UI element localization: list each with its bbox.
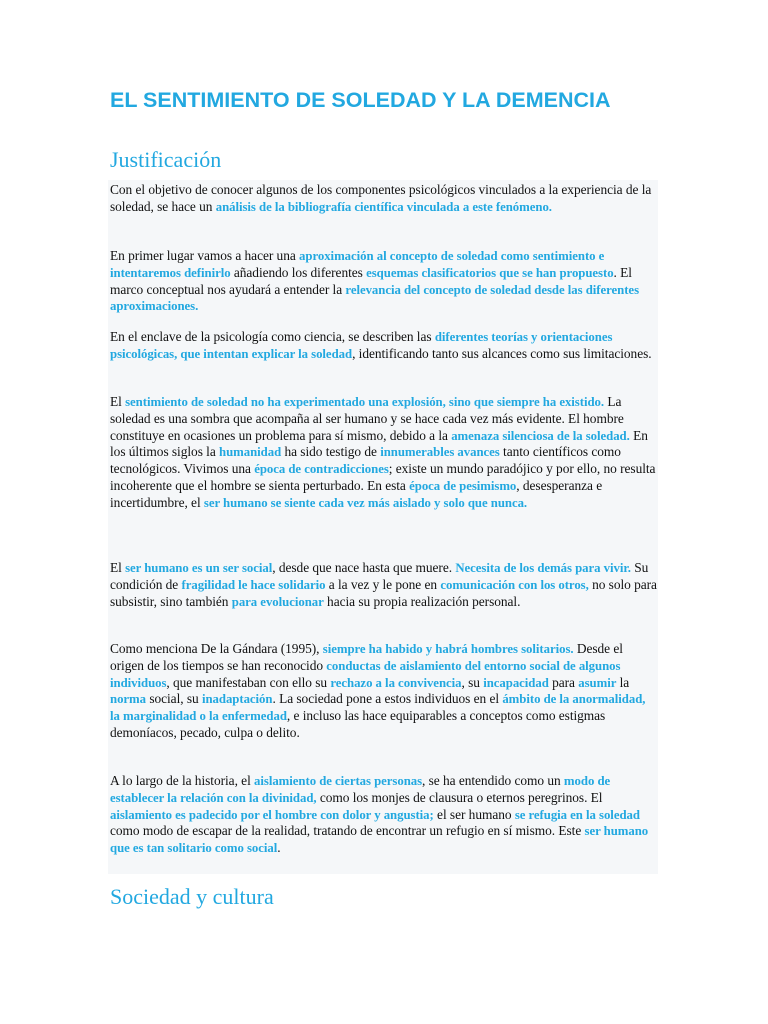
paragraph — [110, 394, 658, 512]
highlighted-phrase: norma — [110, 692, 147, 707]
highlighted-phrase: humanidad — [219, 445, 282, 460]
text-run: como los monjes de clausura o eternos peregrinos. El — [316, 789, 603, 805]
section-heading-sociedad-y-cultura: Sociedad y cultura — [110, 884, 274, 909]
text-run: Desde el origen de los tiempos se han reconocido — [110, 641, 623, 673]
text-run: ; existe un mundo paradójico y por ello, no resulta incoherente que el hombre se sienta perturbado. En esta — [110, 461, 656, 493]
text-run: En los últimos siglos la — [110, 427, 648, 460]
paragraph — [110, 182, 658, 216]
highlighted-phrase: ser humano es un ser social — [125, 561, 273, 575]
text-run: Con el objetivo de conocer algunos de los componentes psicológicos vinculados a la experiencia de la soledad, se hace un — [110, 182, 652, 214]
text-run: Su condición de — [110, 560, 649, 592]
text-run: . La sociedad pone a estos individuos en el — [272, 691, 503, 707]
text-run: . El marco conceptual nos ayudará a entender la — [110, 264, 632, 297]
highlighted-phrase: época de pesimismo — [409, 478, 517, 493]
paragraph — [110, 560, 658, 610]
highlighted-phrase: análisis de la bibliografía científica vinculada a este fenómeno. — [215, 199, 552, 214]
highlighted-phrase: modo de establecer la relación con la divinidad, — [110, 774, 611, 805]
text-run: para — [548, 674, 579, 690]
text-run: La soledad es una sombra que acompaña al ser humano y se hace cada vez más evidente. El hombre constituye en ocasiones un problema para sí mismo, debido a la — [110, 394, 624, 443]
highlighted-phrase: amenaza silenciosa de la soledad. — [451, 428, 630, 443]
document-title: EL SENTIMIENTO DE SOLEDAD Y LA DEMENCIA — [110, 88, 611, 112]
highlighted-phrase: aislamiento de ciertas personas — [254, 774, 423, 788]
highlighted-phrase: esquemas clasificatorios que se han propuesto — [366, 265, 614, 280]
text-run: , que manifestaban con ello su — [166, 674, 331, 690]
text-run: tanto científicos como tecnológicos. Vivimos una — [110, 444, 621, 477]
text-run: hacia su propia realización personal. — [323, 593, 521, 609]
text-run: , e incluso las hace equiparables a conceptos como estigmas demoníacos, pecado, culpa o delito. — [110, 708, 606, 740]
highlighted-phrase: aislamiento es padecido por el hombre con dolor y angustia; — [110, 807, 434, 822]
highlighted-phrase: Necesita de los demás para vivir. — [455, 561, 631, 575]
text-run: En el enclave de la psicología como ciencia, se describen las — [110, 329, 435, 344]
text-run: , desde que nace hasta que muere. — [272, 560, 456, 575]
text-run: El — [110, 394, 126, 409]
highlighted-phrase: relevancia del concepto de soledad desde las diferentes aproximaciones. — [110, 282, 639, 314]
text-run: Como menciona De la Gándara (1995), — [110, 641, 323, 656]
highlighted-phrase: sentimiento de soledad no ha experimentado una explosión, sino que siempre ha existido. — [125, 395, 605, 409]
highlighted-phrase: ámbito de la anormalidad, la marginalidad o la enfermedad — [110, 692, 646, 724]
highlighted-phrase: ser humano se siente cada vez más aislado y solo que nunca. — [203, 495, 528, 510]
highlighted-phrase: se refugia en la soledad — [514, 807, 640, 822]
text-run: ha sido testigo de — [281, 444, 381, 460]
highlighted-phrase: conductas de aislamiento del entorno social de algunos individuos — [110, 658, 621, 690]
paragraph — [110, 641, 658, 742]
text-run: , su — [461, 674, 484, 690]
highlighted-phrase: innumerables avances — [380, 445, 500, 460]
text-run: añadiendo los diferentes — [230, 264, 367, 280]
text-run: , desesperanza e incertidumbre, el — [110, 477, 603, 510]
highlighted-phrase: diferentes teorías y orientaciones psicológicas, que intentan explicar la soledad — [110, 330, 613, 361]
highlighted-phrase: comunicación con los otros, — [440, 577, 589, 592]
text-run: no solo para subsistir, sino también — [110, 576, 657, 609]
text-run: El — [110, 560, 126, 575]
highlighted-phrase: para evolucionar — [231, 594, 324, 609]
paragraph — [110, 329, 658, 363]
highlighted-phrase: rechazo a la convivencia — [330, 675, 462, 690]
text-run: social, su — [146, 691, 202, 707]
highlighted-phrase: incapacidad — [483, 675, 549, 690]
text-run: , identificando tanto sus alcances como sus limitaciones. — [352, 345, 652, 361]
paragraph — [110, 248, 658, 315]
highlighted-phrase: ser humano que es tan solitario como social — [110, 824, 649, 856]
text-run: como modo de escapar de la realidad, tratando de encontrar un refugio en sí mismo. Este — [110, 823, 585, 839]
highlighted-phrase: asumir — [578, 675, 617, 690]
text-run: , se ha entendido como un — [422, 773, 564, 788]
text-run: En primer lugar vamos a hacer una — [110, 248, 300, 263]
paragraph — [110, 773, 658, 857]
text-run: . — [277, 840, 281, 856]
highlighted-phrase: inadaptación — [201, 692, 273, 707]
highlighted-phrase: fragilidad le hace solidario — [181, 577, 326, 592]
text-run: la — [616, 674, 630, 690]
text-run: A lo largo de la historia, el — [110, 773, 255, 788]
highlighted-phrase: aproximación al concepto de soledad como sentimiento e intentaremos definirlo — [110, 249, 605, 280]
text-run: el ser humano — [433, 806, 515, 822]
section-heading-justificacion: Justificación — [110, 147, 222, 172]
highlighted-phrase: siempre ha habido y habrá hombres solitarios. — [322, 642, 574, 656]
highlighted-phrase: época de contradicciones — [254, 462, 389, 477]
text-run: a la vez y le pone en — [325, 576, 441, 592]
